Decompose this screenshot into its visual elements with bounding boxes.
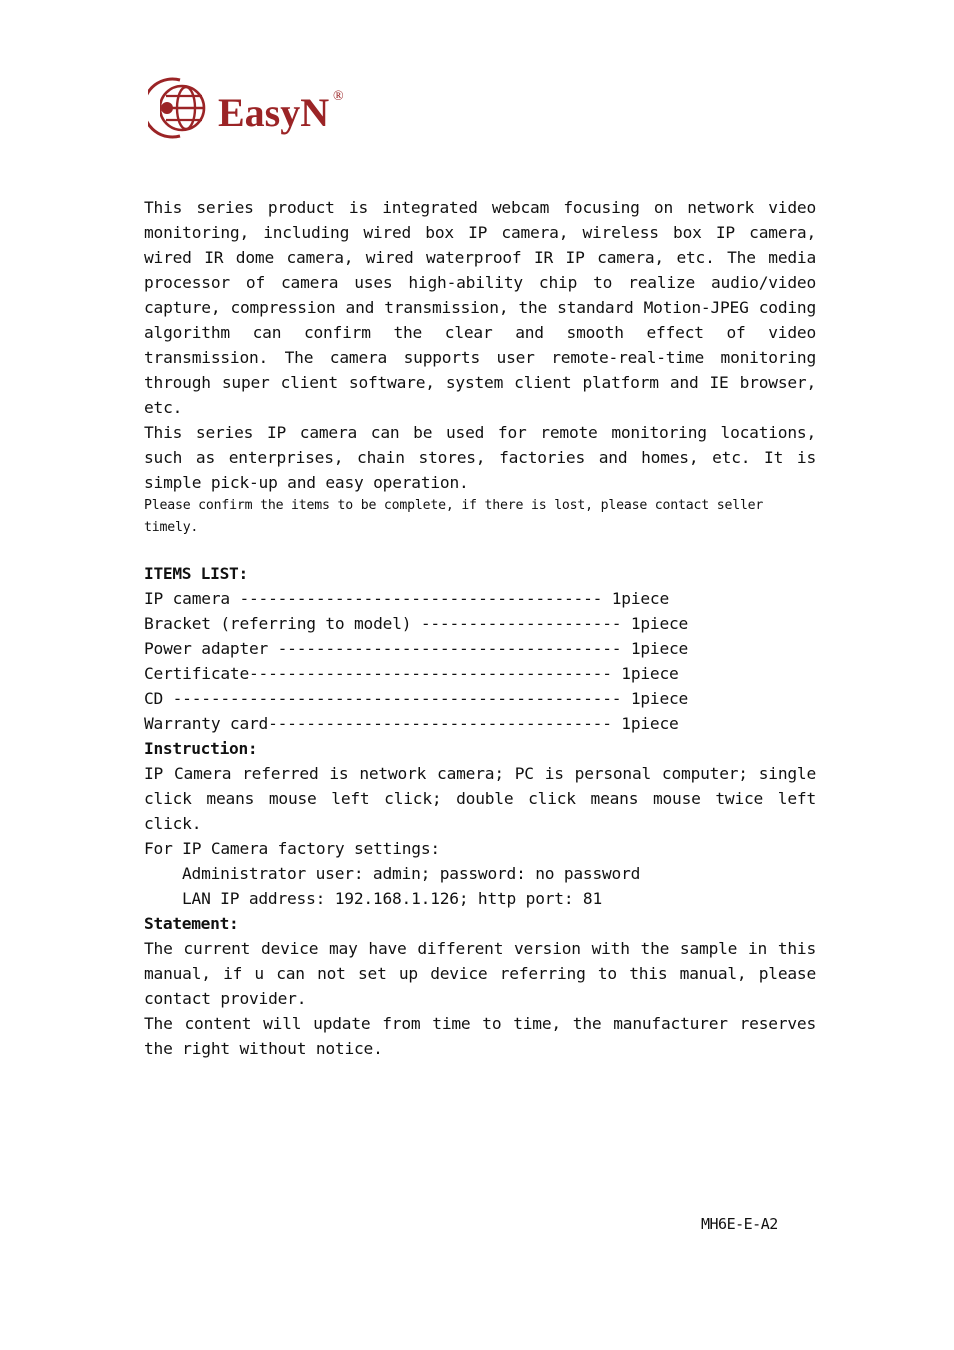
registered-mark: ® [333,89,344,104]
easyn-logo-graphic [148,76,358,142]
intro-paragraph-1: This series product is integrated webcam focusing on network video monitoring, including wired box IP camera, wireless box IP camera, wired IR dome camera, wired waterproof IR IP camera, etc. The media processor of camera uses high-ability chip to realize audio/video capture, compression and transmission, the standard Motion-JPEG coding algorithm can confirm the clear and smooth effect of video transmission. The camera supports user remote-real-time monitoring through super client software, system client platform and IE browser, etc. [144,198,826,417]
list-item: Warranty card------------------------------------ 1piece [144,714,679,733]
statement-heading: Statement: [144,914,239,933]
items-list-heading: ITEMS LIST: [144,564,248,583]
document-code: MH6E-E-A2 [701,1215,778,1233]
list-item: Bracket (referring to model) --------------------- 1piece [144,614,689,633]
statement-paragraph-1: The current device may have different version with the sample in this manual, if u can not set up device referring to this manual, please contact provider. [144,939,826,1008]
lan-ip-address: LAN IP address: 192.168.1.126; http port: 81 [182,889,603,908]
intro-paragraph-2: This series IP camera can be used for remote monitoring locations, such as enterprises, chain stores, factories and homes, etc. It is simple pick-up and easy operation. [144,423,826,492]
items-list [144,586,816,736]
statement-paragraph-2: The content will update from time to time, the manufacturer reserves the right without notice. [144,1014,826,1058]
list-item: CD ----------------------------------------------- 1piece [144,689,689,708]
instruction-text: IP Camera referred is network camera; PC is personal computer; single click means mouse left click; double click means mouse twice left click. [144,764,826,833]
easyn-logo [148,76,358,142]
document-body [144,195,826,1061]
list-item: Power adapter ------------------------------------ 1piece [144,639,689,658]
brand-wordmark: EasyN [218,90,330,135]
admin-credentials: Administrator user: admin; password: no password [182,864,641,883]
list-item: Certificate-------------------------------------- 1piece [144,664,679,683]
instruction-heading: Instruction: [144,739,258,758]
factory-settings-label: For IP Camera factory settings: [144,839,440,858]
list-item: IP camera -------------------------------------- 1piece [144,589,670,608]
intro-note: Please confirm the items to be complete, if there is lost, please contact seller timely. [144,498,771,535]
